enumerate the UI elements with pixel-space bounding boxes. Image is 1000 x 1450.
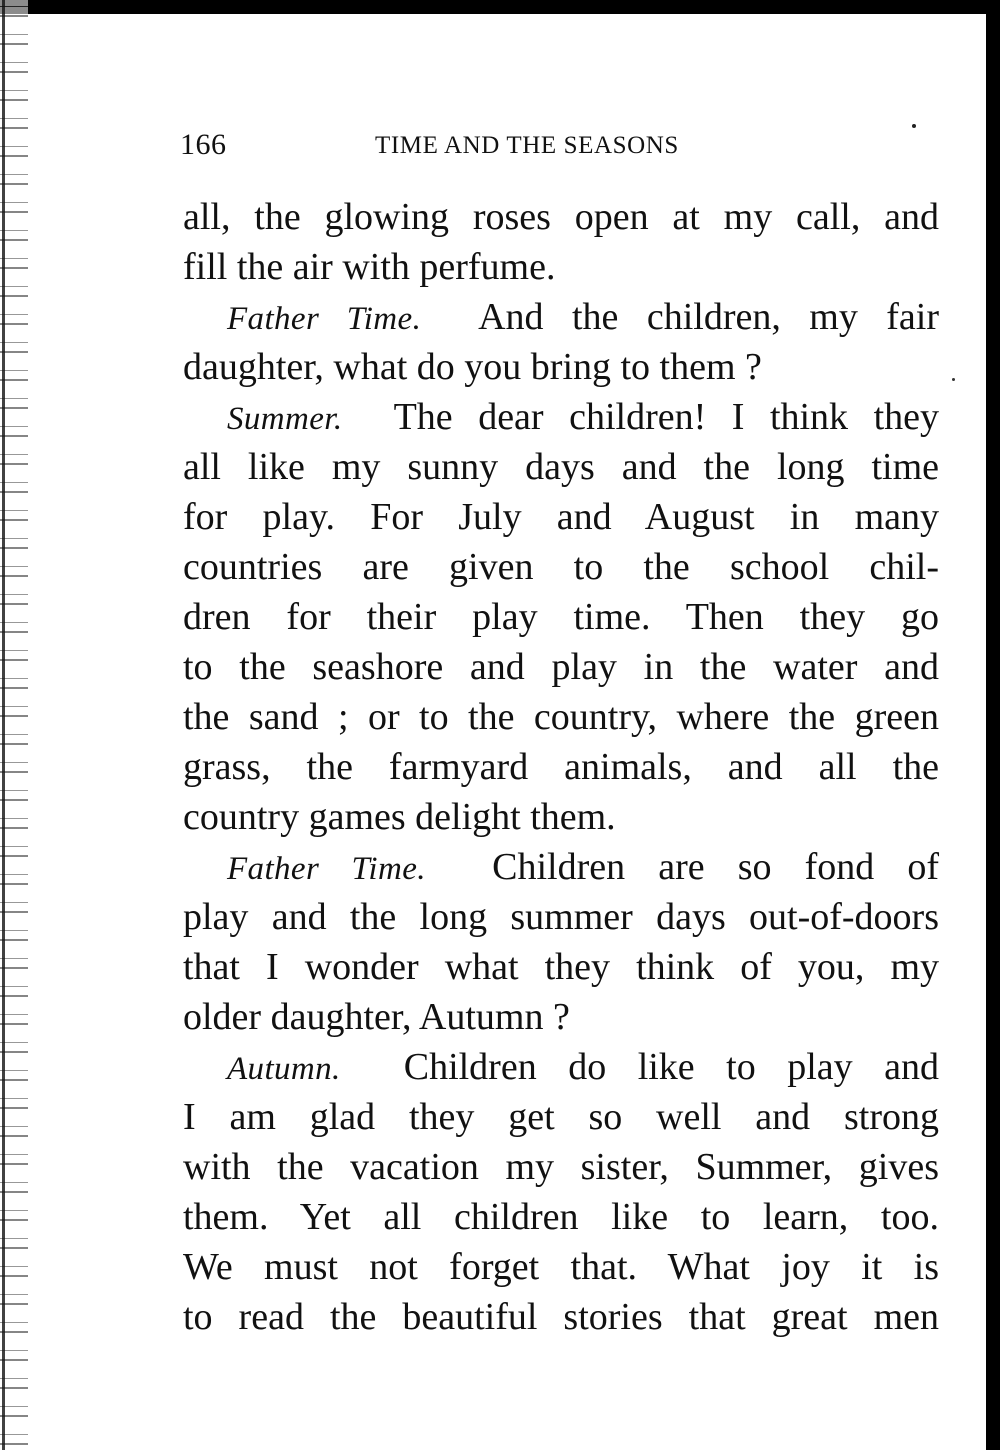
text-segment: Children do like to play and xyxy=(403,1046,940,1088)
dialogue-line xyxy=(183,842,939,892)
text-line: play and the long summer days out-of-doors xyxy=(183,896,939,938)
text-line: the sand ; or to the country, where the green xyxy=(183,696,939,738)
text-line: that I wonder what they think of you, my xyxy=(183,946,939,988)
text-line: dren for their play time. Then they go xyxy=(183,596,939,638)
speaker-name: Father Time. xyxy=(227,851,426,887)
scan-speck xyxy=(912,124,916,128)
running-title: TIME AND THE SEASONS xyxy=(375,132,679,159)
text-line: country games delight them. xyxy=(183,796,616,838)
text-line: all like my sunny days and the long time xyxy=(183,446,939,488)
speaker-name: Autumn. xyxy=(227,1051,341,1087)
dialogue-line xyxy=(183,392,939,442)
text-line: to the seashore and play in the water and xyxy=(183,646,939,688)
text-line: all, the glowing roses open at my call, and xyxy=(183,196,939,238)
speaker-name: Summer. xyxy=(227,401,343,437)
running-head xyxy=(180,128,745,168)
speaker-name: Father Time. xyxy=(227,301,422,337)
text-line: countries are given to the school chil- xyxy=(183,546,939,588)
scan-speck xyxy=(952,378,955,381)
scan-left-edge-line xyxy=(2,0,5,1450)
text-segment: Children are so fond of xyxy=(492,846,940,888)
text-segment: And the children, my fair xyxy=(478,296,939,338)
text-line: older daughter, Autumn ? xyxy=(183,996,570,1038)
scan-top-border xyxy=(0,0,1000,14)
text-line: for play. For July and August in many xyxy=(183,496,939,538)
page-text xyxy=(183,192,939,1342)
text-line: to read the beautiful stories that great men xyxy=(183,1296,939,1338)
text-line: with the vacation my sister, Summer, gives xyxy=(183,1146,939,1188)
text-line: fill the air with perfume. xyxy=(183,246,556,288)
text-segment: The dear children! I think they xyxy=(393,396,939,438)
scan-right-border xyxy=(986,0,1000,1450)
dialogue-line xyxy=(183,292,939,342)
text-line: them. Yet all children like to learn, too. xyxy=(183,1196,939,1238)
text-line: grass, the farmyard animals, and all the xyxy=(183,746,939,788)
text-line: daughter, what do you bring to them ? xyxy=(183,346,762,388)
page-number: 166 xyxy=(180,128,227,161)
text-line: We must not forget that. What joy it is xyxy=(183,1246,939,1288)
dialogue-line xyxy=(183,1042,939,1092)
text-line: I am glad they get so well and strong xyxy=(183,1096,939,1138)
